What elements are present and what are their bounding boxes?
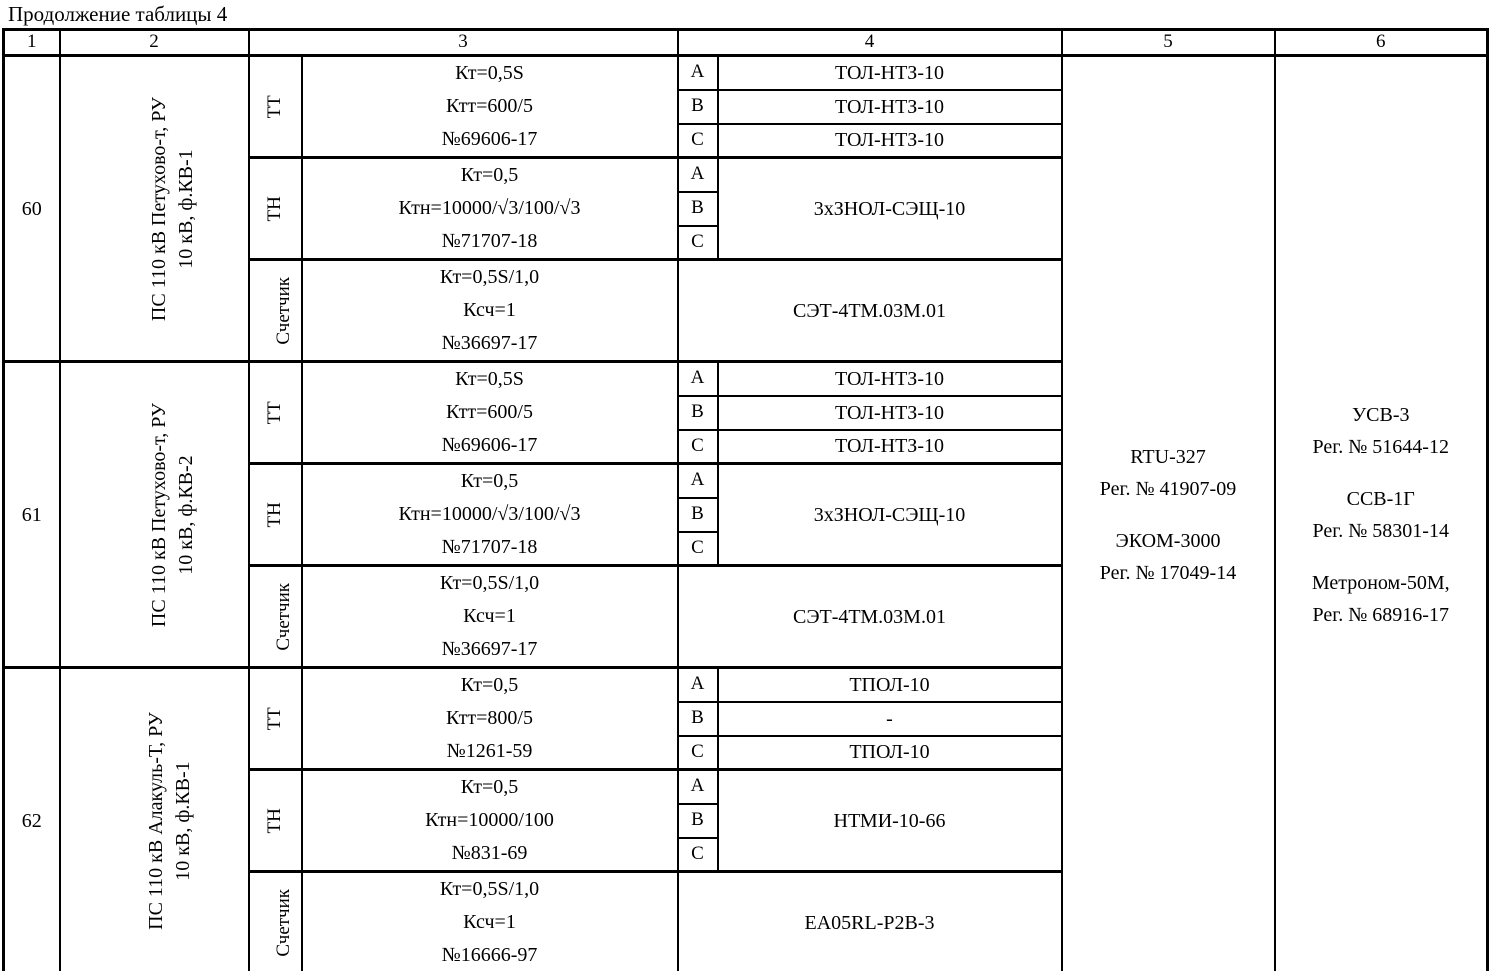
- row-number-cell: 61: [4, 362, 60, 668]
- tt-param-line: Ктт=600/5: [446, 95, 533, 117]
- meter-param-line: Ксч=1: [463, 299, 516, 321]
- row-number-cell: 62: [4, 668, 60, 971]
- phase-a-cell: А: [678, 464, 718, 498]
- phase-a-cell: А: [678, 362, 718, 396]
- header-col-3: 3: [249, 30, 678, 56]
- tt-label-cell: [249, 362, 302, 464]
- station-cell: [60, 668, 249, 971]
- sync-device: [1313, 483, 1449, 547]
- phase-c-cell: С: [678, 430, 718, 464]
- tn-param-line: №831-69: [451, 842, 528, 864]
- meter-param-line: Кт=0,5S/1,0: [439, 878, 540, 900]
- tt-param-line: Ктт=600/5: [446, 401, 533, 423]
- station-name: [146, 96, 200, 320]
- meter-label-cell: [249, 872, 302, 971]
- time-sync-stack: [1276, 399, 1487, 631]
- tt-param-line: №69606-17: [441, 128, 538, 150]
- tt-equipment-b-cell: -: [718, 702, 1062, 736]
- tt-equipment-a-cell: ТПОЛ-10: [718, 668, 1062, 702]
- tt-param-line: Кт=0,5S: [455, 368, 524, 390]
- meter-label-cell: [249, 260, 302, 362]
- tt-param-line: Кт=0,5S: [455, 62, 524, 84]
- tt-param-line: Ктт=800/5: [446, 707, 533, 729]
- table-header-row: [4, 30, 1488, 56]
- phase-a-cell: А: [678, 158, 718, 192]
- meter-params-cell: [302, 566, 678, 668]
- header-col-1: 1: [4, 30, 60, 56]
- meter-param-line: №36697-17: [441, 332, 538, 354]
- meter-params-cell: [302, 260, 678, 362]
- tn-equipment-cell: 3хЗНОЛ-СЭЩ-10: [718, 158, 1062, 260]
- sync-device-reg: Рег. № 58301-14: [1312, 519, 1449, 542]
- station-name: [142, 712, 196, 930]
- tn-label: ТН: [264, 195, 286, 222]
- sync-device: [1312, 567, 1450, 631]
- header-col-2: 2: [60, 30, 249, 56]
- phase-b-cell: В: [678, 396, 718, 430]
- ais-device-name: RTU-327: [1130, 445, 1206, 468]
- meter-param-line: №36697-17: [441, 638, 538, 660]
- tn-param-line: Кт=0,5: [460, 776, 519, 798]
- tt-equipment-a-cell: ТОЛ-НТЗ-10: [718, 362, 1062, 396]
- tn-params-cell: [302, 770, 678, 872]
- phase-a-cell: А: [678, 770, 718, 804]
- station-line1: ПС 110 кВ Петухово-т, РУ: [147, 96, 170, 321]
- tt-params-cell: [302, 362, 678, 464]
- measurement-table: [2, 28, 1489, 971]
- phase-a-cell: А: [678, 668, 718, 702]
- station-line1: ПС 110 кВ Алакуль-Т, РУ: [144, 711, 167, 930]
- meter-label-cell: [249, 566, 302, 668]
- sync-device-name: Метроном-50М,: [1311, 571, 1450, 594]
- tn-param-line: №71707-18: [441, 230, 538, 252]
- station-cell: [60, 56, 249, 362]
- tt-label: ТТ: [264, 400, 286, 425]
- meter-param-line: Кт=0,5S/1,0: [439, 266, 540, 288]
- tn-param-line: Ктн=10000/√3/100/√3: [398, 197, 581, 219]
- header-col-4: 4: [678, 30, 1062, 56]
- tt-equipment-b-cell: ТОЛ-НТЗ-10: [718, 396, 1062, 430]
- page-title: Продолжение таблицы 4: [8, 2, 228, 26]
- tt-label: ТТ: [264, 706, 286, 731]
- phase-b-cell: В: [678, 192, 718, 226]
- meter-equipment-cell: СЭТ-4ТМ.03М.01: [678, 566, 1062, 668]
- station-line1: ПС 110 кВ Петухово-т, РУ: [147, 402, 170, 627]
- row-number-cell: 60: [4, 56, 60, 362]
- meter-label: Счетчик: [272, 888, 294, 957]
- tn-param-line: Кт=0,5: [460, 470, 519, 492]
- tn-equipment-cell: НТМИ-10-66: [718, 770, 1062, 872]
- tt-equipment-a-cell: ТОЛ-НТЗ-10: [718, 56, 1062, 90]
- tn-label: ТН: [264, 807, 286, 834]
- tt-param-line: №69606-17: [441, 434, 538, 456]
- meter-label: Счетчик: [272, 582, 294, 651]
- meter-label: Счетчик: [272, 276, 294, 345]
- tt-param-line: №1261-59: [446, 740, 533, 762]
- tn-param-line: Ктн=10000/100: [425, 809, 554, 831]
- phase-b-cell: В: [678, 498, 718, 532]
- phase-b-cell: В: [678, 702, 718, 736]
- phase-b-cell: В: [678, 90, 718, 124]
- sync-device-reg: Рег. № 68916-17: [1312, 603, 1449, 626]
- tn-param-line: №71707-18: [441, 536, 538, 558]
- tn-param-line: Ктн=10000/√3/100/√3: [398, 503, 581, 525]
- phase-c-cell: С: [678, 124, 718, 158]
- sync-device-name: ССВ-1Г: [1346, 487, 1415, 510]
- ais-device-reg: Рег. № 41907-09: [1099, 477, 1237, 500]
- station-line2: 10 кВ, ф.КВ-2: [174, 454, 197, 575]
- tn-label-cell: [249, 770, 302, 872]
- meter-param-line: Ксч=1: [463, 605, 516, 627]
- sync-device-reg: Рег. № 51644-12: [1312, 435, 1449, 458]
- phase-c-cell: С: [678, 838, 718, 872]
- ais-column-cell: [1062, 56, 1275, 971]
- ais-device-reg: Рег. № 17049-14: [1099, 561, 1237, 584]
- meter-param-line: Ксч=1: [463, 911, 516, 933]
- sync-device-name: УСВ-3: [1352, 403, 1410, 426]
- phase-c-cell: С: [678, 226, 718, 260]
- tn-label-cell: [249, 158, 302, 260]
- ais-stack: [1063, 441, 1274, 589]
- tn-label-cell: [249, 464, 302, 566]
- ais-device: [1100, 525, 1236, 589]
- header-col-5: 5: [1062, 30, 1275, 56]
- time-sync-column-cell: [1275, 56, 1488, 971]
- tt-equipment-c-cell: ТОЛ-НТЗ-10: [718, 430, 1062, 464]
- table-row: [4, 56, 1488, 90]
- meter-params-cell: [302, 872, 678, 971]
- header-col-6: 6: [1275, 30, 1488, 56]
- meter-equipment-cell: СЭТ-4ТМ.03М.01: [678, 260, 1062, 362]
- sync-device: [1313, 399, 1449, 463]
- meter-equipment-cell: EA05RL-P2B-3: [678, 872, 1062, 971]
- station-line2: 10 кВ, ф.КВ-1: [171, 760, 194, 881]
- tt-label-cell: [249, 56, 302, 158]
- meter-param-line: Кт=0,5S/1,0: [439, 572, 540, 594]
- tt-params-cell: [302, 668, 678, 770]
- tn-params-cell: [302, 158, 678, 260]
- tt-params-cell: [302, 56, 678, 158]
- tt-label-cell: [249, 668, 302, 770]
- tt-equipment-c-cell: ТОЛ-НТЗ-10: [718, 124, 1062, 158]
- phase-b-cell: В: [678, 804, 718, 838]
- tt-param-line: Кт=0,5: [460, 674, 519, 696]
- tt-equipment-c-cell: ТПОЛ-10: [718, 736, 1062, 770]
- tn-label: ТН: [264, 501, 286, 528]
- tt-equipment-b-cell: ТОЛ-НТЗ-10: [718, 90, 1062, 124]
- tn-param-line: Кт=0,5: [460, 164, 519, 186]
- station-cell: [60, 362, 249, 668]
- tt-label: ТТ: [264, 94, 286, 119]
- phase-c-cell: С: [678, 736, 718, 770]
- phase-c-cell: С: [678, 532, 718, 566]
- ais-device-name: ЭКОМ-3000: [1115, 529, 1221, 552]
- tn-params-cell: [302, 464, 678, 566]
- meter-param-line: №16666-97: [441, 944, 538, 966]
- station-name: [146, 402, 200, 626]
- ais-device: [1100, 441, 1236, 505]
- phase-a-cell: А: [678, 56, 718, 90]
- tn-equipment-cell: 3хЗНОЛ-СЭЩ-10: [718, 464, 1062, 566]
- station-line2: 10 кВ, ф.КВ-1: [174, 148, 197, 269]
